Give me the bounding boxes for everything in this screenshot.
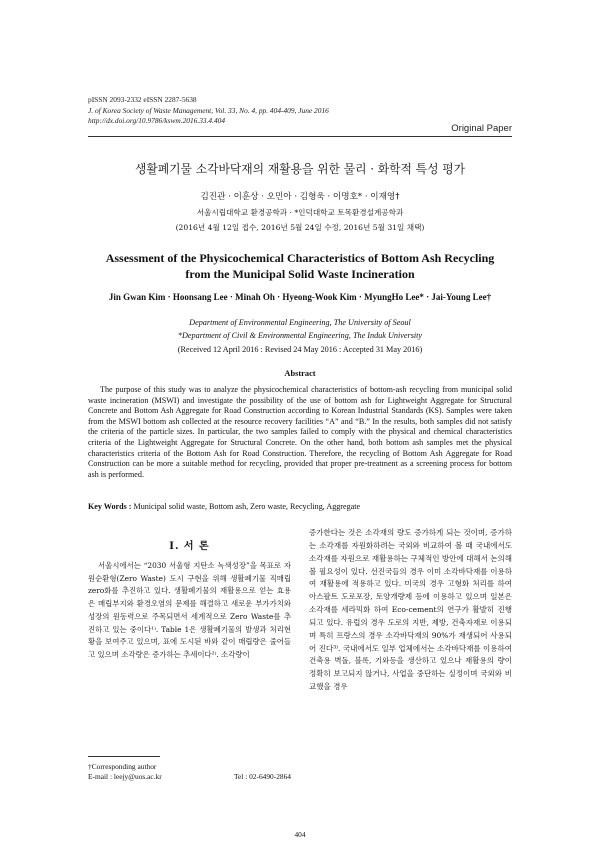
english-title (60, 250, 540, 282)
contact-line (88, 772, 291, 781)
english-title-line2: from the Municipal Solid Waste Incineration (185, 267, 415, 281)
korean-affiliation: 서울시립대학교 환경공학과 · *인덕대학교 토목환경설계공학과 (196, 208, 404, 217)
english-affiliations (60, 316, 540, 342)
korean-dates: (2016년 4월 12일 접수, 2016년 5월 24일 수정, 2016년 5월 31일 채택) (175, 223, 425, 232)
journal-citation: J. of Korea Society of Waste Management, Vol. 33, No. 4, pp. 404-409, June 2016 (88, 105, 329, 115)
affiliation-1: Department of Environmental Engineering, The University of Seoul (189, 318, 411, 327)
english-title-line1: Assessment of the Physicochemical Characteristics of Bottom Ash Recycling (105, 251, 495, 265)
corresponding-author-label: †Corresponding author (88, 762, 157, 771)
section-heading-introduction: I. 서 론 (169, 541, 210, 552)
keywords-label: Key Words : (88, 502, 134, 511)
journal-header (88, 95, 329, 127)
paper-type-label: Original Paper (451, 123, 512, 134)
issn-line: pISSN 2093-2332 eISSN 2287-5638 (88, 95, 197, 104)
footnote-divider (88, 756, 160, 757)
affiliation-2: *Department of Civil & Environmental Engineering, The Induk University (177, 331, 423, 340)
header-divider (88, 136, 512, 137)
abstract-heading: Abstract (284, 369, 316, 378)
author-email[interactable]: E-mail : leejy@uos.ac.kr (88, 772, 162, 781)
english-dates: (Received 12 April 2016 : Revised 24 May 2016 : Accepted 31 May 2016) (177, 345, 423, 354)
english-authors: Jin Gwan Kim · Hoonsang Lee · Minah Oh · Hyeong-Wook Kim · MyungHo Lee* · Jai-Young Lee† (108, 292, 492, 302)
korean-title: 생활폐기물 소각바닥재의 재활용을 위한 물리 · 화학적 특성 평가 (134, 162, 466, 176)
author-tel: Tel : 02-6490-2864 (234, 772, 291, 781)
doi-link[interactable]: http://dx.doi.org/10.9786/kswm.2016.33.4.404 (88, 116, 226, 126)
page-number: 404 (294, 830, 306, 839)
keywords (88, 502, 512, 511)
korean-authors: 김진관 · 이훈상 · 오민아 · 김형욱 · 이명호* · 이재영† (200, 192, 400, 202)
keywords-text: Municipal solid waste, Bottom ash, Zero waste, Recycling, Aggregate (133, 502, 361, 511)
intro-left-column: 서울시에서는 “2030 서울형 지탄소 녹색성장”을 목표로 자원순환형(Zero Waste) 도시 구현을 위해 생활폐기물 직매립 zero화를 추진하고 있다. 생활폐기물의 재활용으로 얻는 효용은 매립부지와 환경오염의 문제를 해결하고 새로운 부가가치와 성장의 원동력으로 주목되면서 세계적으로 Zero Waste를 추진하고 있는 중이다¹⁾. Table 1은 생활폐기물의 발생과 처리현황을 보여주고 있으며, 표에 도시된 바와 같이 매립량은 줄어들고 있으며 소각량은 증가하는 추세이다²⁾. 소각량이 (88, 561, 291, 659)
intro-right-column: 증가한다는 것은 소각재의 량도 증가하게 되는 것이며, 증가하는 소각재를 자원화하려는 국외와 비교하여 볼 때 국내에서도 소각재를 자원으로 재활용하는 구체적인 방안에 대해서 논의해볼 필요성이 있다. 선진국들의 경우 이미 소각바닥재를 이용하여 재활용에 적용하고 있다. 미국의 경우 고형화 처리를 하여 아스팔트 도로포장, 토양개량제 등에 이용하고 있으며 일본은 소각재를 세라믹화 하여 Eco-cement의 연구가 활발히 진행되고 있다. 유럽의 경우 도로의 지반, 제방, 건축자재로 이용되며 특히 프랑스의 경우 소각바닥재의 90%가 재생되어 사용되어 진다³⁾. 국내에서도 일부 업체에서는 소각바닥재를 이용하여 건축용 벽돌, 블록, 기와등을 생산하고 있으나 재활용의 량이 정확히 보고되지 않거나, 사업을 중단하는 실정이며 국외와 비교했을 경우 (309, 528, 512, 692)
abstract-text: The purpose of this study was to analyze the physicochemical characteristics of bottom-ash recycling from municipal solid waste incineration (MSWI) and investigate the possibility of the use of bottom ash for Lightweight Aggregate for Structural Concrete and Bottom Ash Aggregate for Road Construction according to Korean Industrial Standards (KS). Samples were taken from the MSWI bottom ash collected at the resource recovery facilities “A” and “B.” In the results, both samples did not satisfy the criteria of the particle sizes. In particular, the two samples failed to comply with the physical and chemical characteristics criteria of the Lightweight Aggregate for Structural Concrete. On the other hand, both bottom ash samples met the physical characteristics criteria of the Bottom Ash for Road Construction. Therefore, the recycling of Bottom Ash Aggregate for Road Construction can be more a suitable method for recycling, provided that proper pre-treatment as a screening process for bottom ash is performed. (88, 385, 512, 479)
